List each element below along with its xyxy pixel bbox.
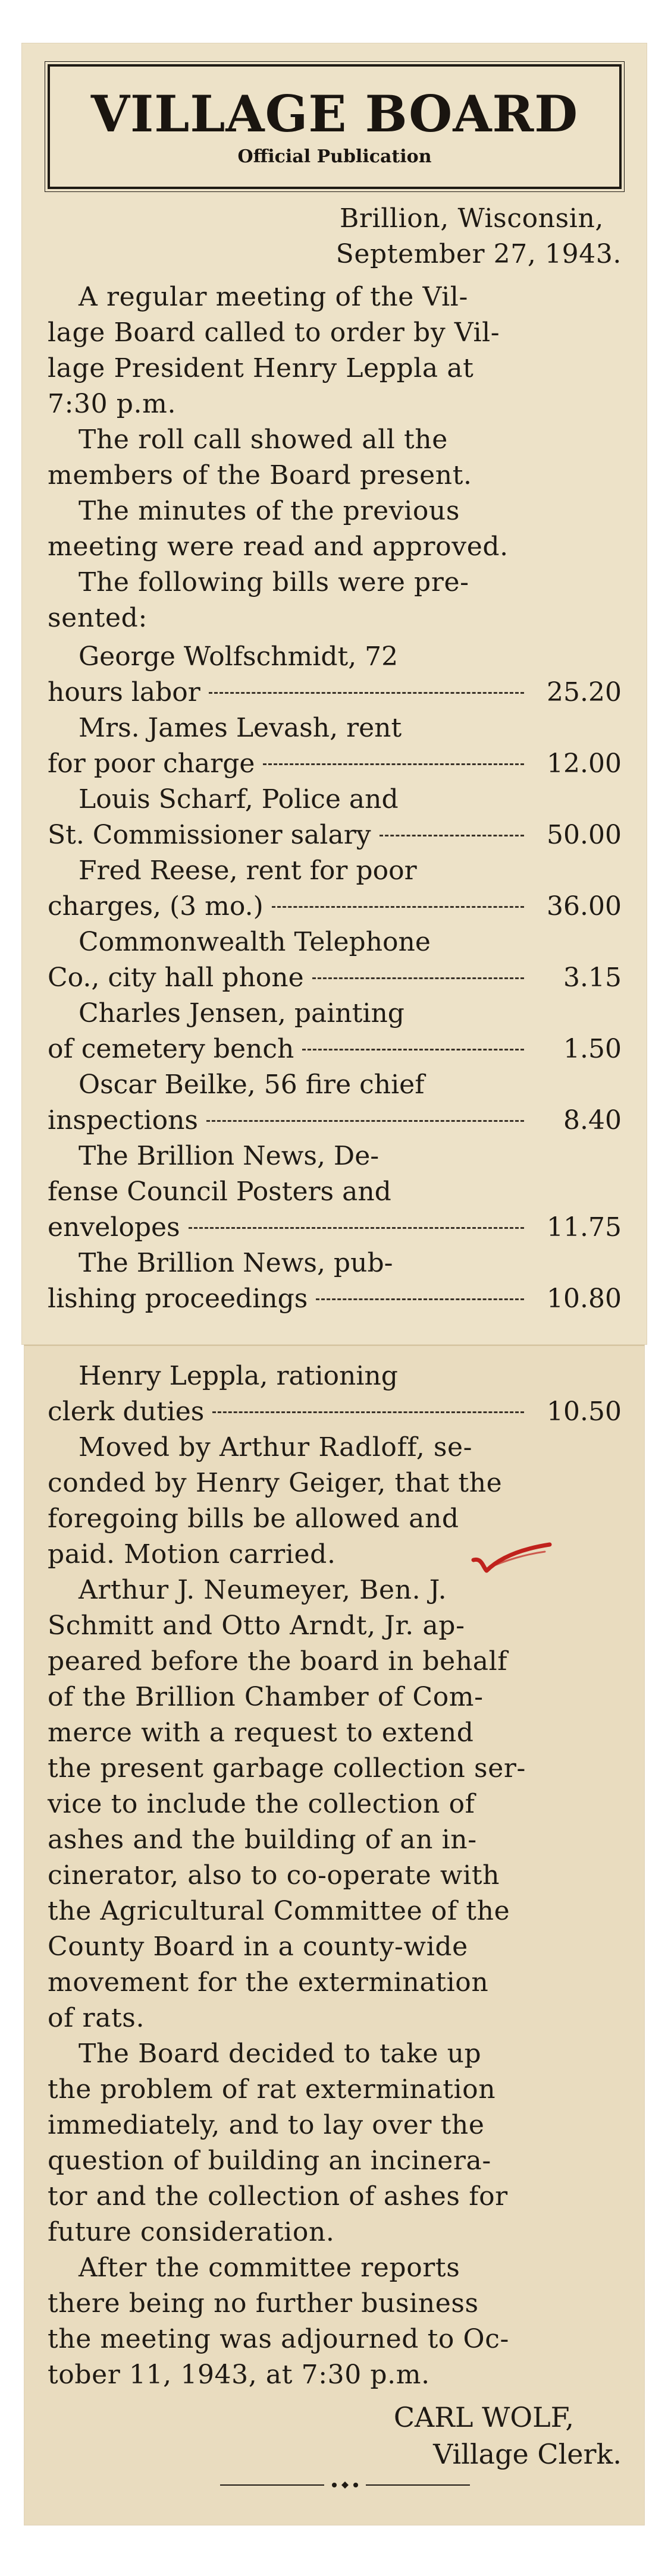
dateline-date: September 27, 1943. (335, 239, 622, 269)
leader-dots (272, 906, 524, 908)
body-line: the present garbage collection ser- (48, 1753, 526, 1784)
bill-amount: 1.50 (563, 1034, 622, 1064)
body-line: of the Brillion Chamber of Com- (48, 1682, 484, 1712)
intro-line: 7:30 p.m. (48, 389, 177, 419)
dateline-place: Brillion, Wisconsin, (339, 203, 604, 234)
bill-amount: 10.80 (547, 1284, 622, 1314)
leader-dots (189, 1227, 524, 1229)
bill-payee: Fred Reese, rent for poor (79, 855, 417, 886)
bill-description: for poor charge (48, 748, 255, 779)
bill-description: Co., city hall phone (48, 963, 304, 993)
body-line: the meeting was adjourned to Oc- (48, 2324, 509, 2354)
body-line: movement for the extermination (48, 1967, 489, 1998)
leader-dots (302, 1049, 524, 1050)
bill-description: inspections (48, 1105, 198, 1136)
bill-item (48, 710, 622, 782)
body-line: future consideration. (48, 2217, 335, 2247)
intro-line: meeting were read and approved. (48, 531, 509, 562)
body-line: Moved by Arthur Radloff, se- (79, 1432, 473, 1462)
body-line: conded by Henry Geiger, that the (48, 1468, 503, 1498)
body-line: The Board decided to take up (79, 2039, 482, 2069)
body-line: ashes and the building of an in- (48, 1825, 477, 1855)
bill-payee: Commonwealth Telephone (79, 927, 431, 957)
intro-line: lage President Henry Leppla at (48, 353, 474, 383)
check-mark-icon (470, 1534, 553, 1575)
bill-payee: Oscar Beilke, 56 fire chief (79, 1070, 425, 1100)
article-body (48, 0, 622, 2576)
bill-amount: 3.15 (563, 963, 622, 993)
body-line: there being no further business (48, 2288, 479, 2319)
bill-amount: 8.40 (563, 1105, 622, 1136)
body-line: the problem of rat extermination (48, 2074, 496, 2105)
bill-description: hours labor (48, 677, 200, 707)
body-line: peared before the board in behalf (48, 1646, 508, 1677)
bill-description: charges, (3 mo.) (48, 891, 264, 921)
leader-dots (312, 977, 524, 979)
bill-item (48, 924, 622, 996)
bill-payee: Mrs. James Levash, rent (79, 713, 402, 743)
leader-dots (212, 1411, 524, 1413)
bill-payee: The Brillion News, De- (79, 1141, 380, 1171)
bill-payee: Charles Jensen, painting (79, 998, 404, 1028)
bill-amount: 11.75 (547, 1212, 622, 1243)
bill-amount: 12.00 (547, 748, 622, 779)
intro-line: sented: (48, 603, 148, 633)
bill-payee: Louis Scharf, Police and (79, 784, 399, 814)
bill-amount: 10.50 (547, 1396, 622, 1427)
body-line: immediately, and to lay over the (48, 2110, 485, 2140)
body-line: County Board in a county-wide (48, 1932, 468, 1962)
masthead-subtitle: Official Publication (237, 146, 432, 167)
bill-payee: George Wolfschmidt, 72 (79, 641, 399, 672)
intro-line: The minutes of the previous (79, 496, 460, 526)
intro-line: A regular meeting of the Vil- (79, 282, 468, 312)
body-line: tor and the collection of ashes for (48, 2181, 508, 2212)
bill-description: clerk duties (48, 1396, 205, 1427)
body-line: tober 11, 1943, at 7:30 p.m. (48, 2360, 430, 2390)
body-line: question of building an incinera- (48, 2146, 491, 2176)
body-line: merce with a request to extend (48, 1718, 474, 1748)
intro-line: The roll call showed all the (79, 424, 448, 455)
body-line: foregoing bills be allowed and (48, 1504, 459, 1534)
bill-description: St. Commissioner salary (48, 820, 371, 850)
bill-item (48, 1067, 622, 1138)
intro-line: The following bills were pre- (79, 567, 469, 597)
intro-line: members of the Board present. (48, 460, 472, 490)
bill-item (48, 1245, 622, 1317)
signature-name: CARL WOLF, (393, 2401, 574, 2433)
leader-dots (206, 1120, 524, 1122)
intro-line: lage Board called to order by Vil- (48, 317, 500, 348)
leader-dots (209, 692, 524, 694)
body-line: Arthur J. Neumeyer, Ben. J. (79, 1575, 447, 1605)
leader-dots (263, 763, 524, 765)
body-line: the Agricultural Committee of the (48, 1896, 510, 1926)
leader-dots (316, 1298, 524, 1300)
bill-description: of cemetery bench (48, 1034, 294, 1064)
bill-amount: 25.20 (547, 677, 622, 707)
body-line: Schmitt and Otto Arndt, Jr. ap- (48, 1611, 465, 1641)
bill-payee: The Brillion News, pub- (79, 1248, 393, 1278)
bill-description: lishing proceedings (48, 1284, 308, 1314)
bill-payee-cont: fense Council Posters and (48, 1177, 391, 1207)
signature-title: Village Clerk. (433, 2438, 622, 2470)
end-ornament-rule (220, 2479, 470, 2491)
body-line: cinerator, also to co-operate with (48, 1860, 500, 1891)
bill-item (48, 639, 622, 710)
bill-item (48, 1138, 622, 1245)
bill-item (48, 1358, 622, 1430)
body-line: After the committee reports (79, 2253, 460, 2283)
bill-item (48, 996, 622, 1067)
masthead-title: VILLAGE BOARD (90, 84, 579, 143)
body-line: paid. Motion carried. (48, 1539, 336, 1569)
bill-description: envelopes (48, 1212, 180, 1243)
bill-item (48, 782, 622, 853)
bill-amount: 36.00 (547, 891, 622, 921)
bill-amount: 50.00 (547, 820, 622, 850)
bill-item (48, 853, 622, 924)
bill-payee: Henry Leppla, rationing (79, 1361, 398, 1391)
leader-dots (380, 835, 524, 836)
body-line: of rats. (48, 2003, 145, 2033)
body-line: vice to include the collection of (48, 1789, 475, 1819)
